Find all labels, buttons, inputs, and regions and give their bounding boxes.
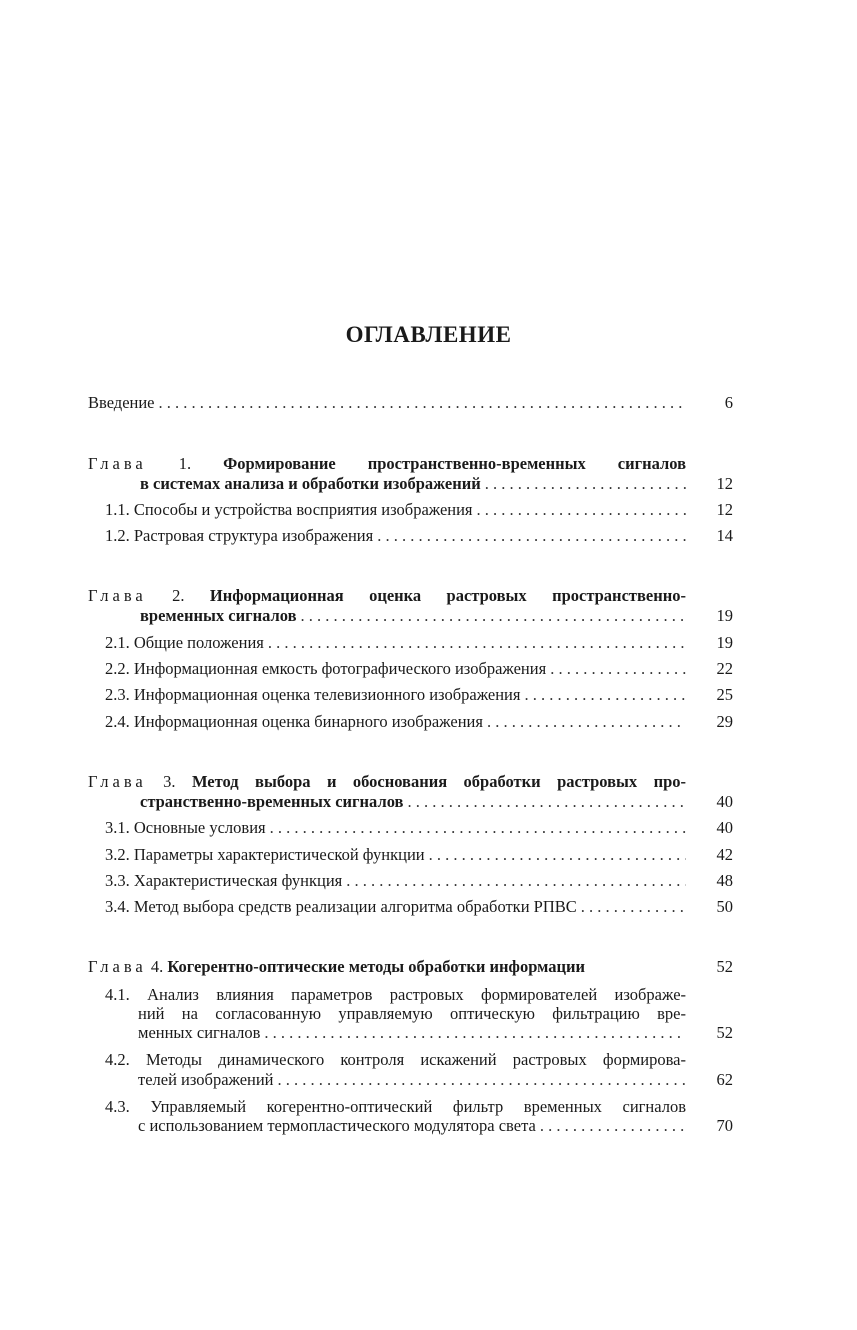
page-number: 12	[716, 500, 733, 519]
page-title: ОГЛАВЛЕНИЕ	[345, 322, 512, 347]
leader-dots	[540, 1116, 686, 1136]
leader-dots	[346, 871, 686, 891]
chapter-title: Информационная оценка растровых пространственно-	[209, 586, 686, 605]
leader-dots	[268, 633, 686, 653]
chapter-title: Формирование пространственно-временных сигналов	[223, 454, 686, 473]
page-number: 22	[716, 659, 733, 678]
leader-dots	[485, 474, 686, 494]
leader-dots	[477, 500, 686, 520]
page-number: 42	[716, 845, 733, 864]
leader-dots	[524, 685, 686, 705]
toc-entry-label: Введение	[88, 393, 155, 412]
page-number: 52	[716, 957, 733, 976]
page-number: 29	[716, 712, 733, 731]
leader-dots	[377, 526, 686, 546]
page-number: 62	[716, 1070, 733, 1089]
leader-dots	[487, 712, 686, 732]
page-number: 14	[716, 526, 733, 545]
chapter-title: Когерентно-оптические методы обработки информации	[167, 957, 586, 976]
leader-dots	[270, 818, 686, 838]
page-number: 6	[724, 393, 733, 412]
page-number: 52	[716, 1023, 733, 1042]
leader-dots	[429, 845, 686, 865]
page-number: 70	[716, 1116, 733, 1135]
leader-dots	[407, 792, 686, 812]
page-number: 40	[716, 818, 733, 837]
page-number: 25	[716, 685, 733, 704]
page-number: 48	[716, 871, 733, 890]
leader-dots	[159, 393, 686, 413]
leader-dots	[278, 1070, 686, 1090]
page-number: 12	[716, 474, 733, 493]
chapter-label: Глава	[88, 586, 147, 605]
chapter-label: Глава	[88, 772, 147, 791]
leader-dots	[581, 897, 686, 917]
leader-dots	[264, 1023, 686, 1043]
leader-dots	[550, 659, 686, 679]
chapter-label: Глава	[88, 454, 147, 473]
chapter-title: Метод выбора и обоснования обработки растровых про-	[191, 772, 686, 791]
page-number: 50	[716, 897, 733, 916]
page-number: 19	[716, 606, 733, 625]
page-number: 19	[716, 633, 733, 652]
chapter-label: Глава	[88, 957, 147, 976]
leader-dots	[300, 606, 686, 626]
page-number: 40	[716, 792, 733, 811]
